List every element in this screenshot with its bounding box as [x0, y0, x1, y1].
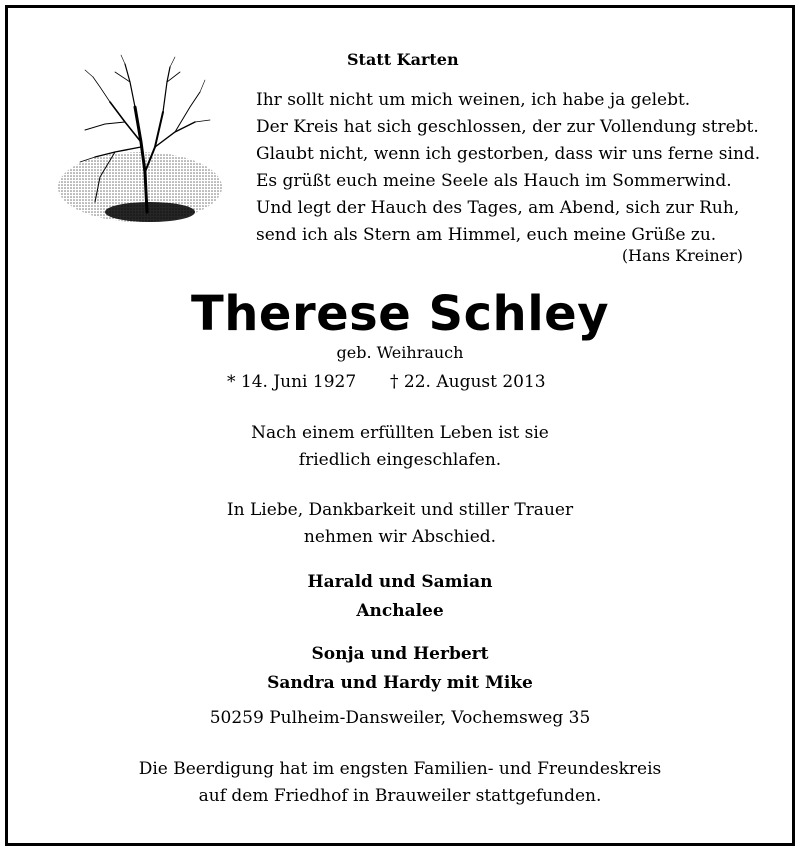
poem-author: (Hans Kreiner) — [621, 246, 743, 265]
message-line: nehmen wir Abschied. — [303, 527, 497, 547]
notice-line: auf dem Friedhof in Brauweiler stattgefunden. — [198, 786, 602, 806]
birth-date: * 14. Juni 1927 — [227, 372, 357, 392]
deceased-name: Therese Schley — [190, 286, 610, 342]
poem — [256, 87, 760, 249]
family-group-2 — [0, 640, 800, 698]
message-line: Nach einem erfüllten Leben ist sie — [251, 423, 549, 443]
death-date: † 22. August 2013 — [390, 372, 546, 392]
funeral-notice — [0, 756, 800, 810]
message-line: friedlich eingeschlafen. — [298, 450, 502, 470]
poem-line: Und legt der Hauch des Tages, am Abend, sich zur Ruh, — [256, 198, 740, 218]
notice-line: Die Beerdigung hat im engsten Familien- und Freundeskreis — [138, 759, 662, 779]
header-text: Statt Karten — [347, 50, 459, 69]
address: 50259 Pulheim-Dansweiler, Vochemsweg 35 — [209, 708, 591, 728]
poem-line: Glaubt nicht, wenn ich gestorben, dass wir uns ferne sind. — [256, 144, 761, 164]
family-line: Sonja und Herbert — [311, 644, 489, 664]
family-line: Harald und Samian — [307, 572, 493, 592]
family-line: Sandra und Hardy mit Mike — [267, 673, 533, 693]
family-group-1 — [0, 568, 800, 626]
tree-icon — [55, 52, 225, 232]
poem-line: Der Kreis hat sich geschlossen, der zur Vollendung strebt. — [256, 117, 759, 137]
maiden-name: geb. Weihrauch — [336, 343, 464, 362]
poem-line: Ihr sollt nicht um mich weinen, ich habe ja gelebt. — [256, 90, 691, 110]
poem-line: Es grüßt euch meine Seele als Hauch im Sommerwind. — [256, 171, 732, 191]
poem-line: send ich als Stern am Himmel, euch meine Grüße zu. — [256, 225, 717, 245]
message-1 — [0, 420, 800, 474]
message-line: In Liebe, Dankbarkeit und stiller Trauer — [226, 500, 574, 520]
message-2 — [0, 497, 800, 551]
family-line: Anchalee — [356, 601, 444, 621]
